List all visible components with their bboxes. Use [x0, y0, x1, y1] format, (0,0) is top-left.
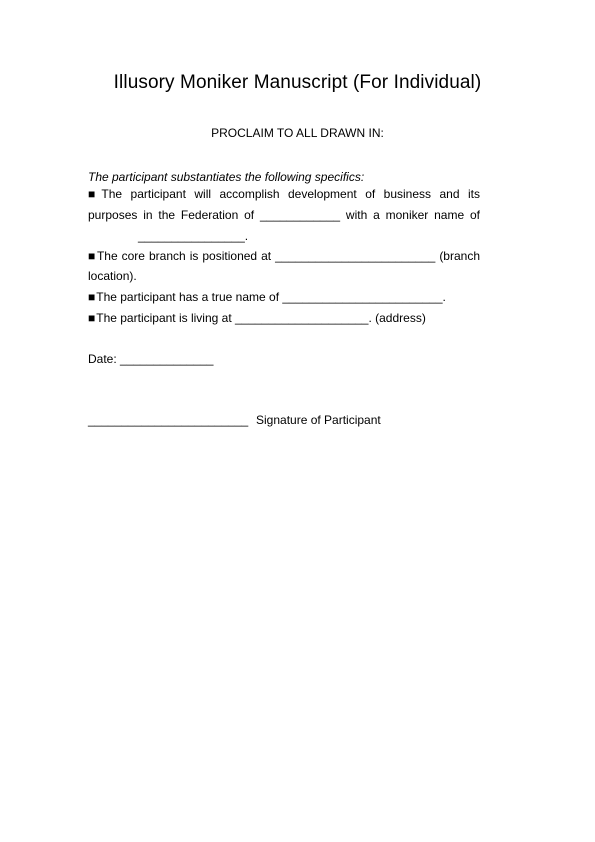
bullet-square-icon: ■ [88, 249, 96, 263]
document-title: Illusory Moniker Manuscript (For Individual) [113, 72, 482, 93]
item-2-line-1 [88, 249, 480, 263]
signature-label: Signature of Participant [256, 413, 381, 427]
item-4-line-1 [88, 311, 426, 325]
item-4-text-1: The participant is living at ____________________. (address) [96, 311, 426, 325]
item-1-text-1: The participant will accomplish development of business and its [101, 187, 480, 201]
item-1-line-1 [88, 187, 480, 201]
item-3-line-1 [88, 290, 446, 304]
signature-line: ________________________ [88, 413, 249, 427]
bullet-square-icon: ■ [88, 311, 96, 325]
item-1-line-3: ________________. [138, 229, 249, 243]
date-field: Date: ______________ [88, 352, 214, 366]
bullet-square-icon: ■ [88, 290, 96, 304]
item-2-text-1: The core branch is positioned at ________________________ (branch [96, 249, 481, 263]
item-1-line-2: purposes in the Federation of ____________ with a moniker name of [88, 208, 480, 222]
item-2-line-2: location). [88, 269, 137, 283]
document-subtitle: PROCLAIM TO ALL DRAWN IN: [211, 126, 384, 140]
item-3-text-1: The participant has a true name of ________________________. [96, 290, 446, 304]
bullet-square-icon: ■ [88, 187, 101, 201]
intro-text: The participant substantiates the following specifics: [88, 170, 365, 184]
